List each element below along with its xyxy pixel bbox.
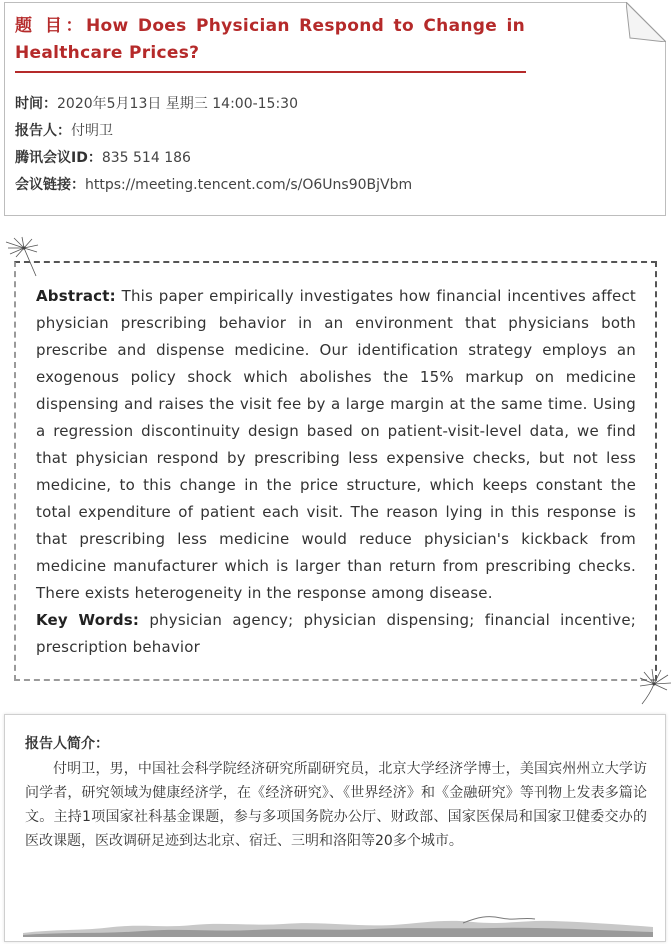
meeting-link[interactable]: https://meeting.tencent.com/s/O6Uns90BjVbm: [85, 177, 413, 193]
talk-info-card: [4, 2, 666, 216]
dandelion-icon: [634, 666, 671, 706]
time-value: 2020年5月13日 星期三 14:00-15:30: [57, 96, 298, 112]
ink-mountain-landscape: [23, 905, 653, 937]
meeting-link-label: 会议链接：: [15, 177, 85, 193]
speaker-label: 报告人：: [15, 123, 71, 139]
keywords-label: Key Words:: [36, 611, 140, 629]
meeting-info-list: [15, 91, 412, 199]
title-divider: [15, 71, 526, 73]
bio-text: 付明卫，男，中国社会科学院经济研究所副研究员，北京大学经济学博士，美国宾州州立大学访问学者，研究领域为健康经济学，在《经济研究》、《世界经济》和《金融研究》等刊物上发表多篇论文。主持1项国家社科基金课题，参与多项国务院办公厅、财政部、国家医保局和国家卫健委交办的医改课题，医改调研足迹到达北京、宿迁、三明和洛阳等20多个城市。: [25, 761, 647, 849]
talk-title-text: How Does Physician Respond to Change in Healthcare Prices?: [15, 16, 525, 63]
abstract-text: This paper empirically investigates how financial incentives affect physician prescribing behavior in an environment that physicians both prescribe and dispense medicine. Our identification strategy employs an exogenous policy shock which abolishes the 15% markup on medicine dispensing and raises the visit fee by a large margin at the same time. Using a regression discontinuity design based on patient-visit-level data, we find that physician respond by prescribing less expensive checks, but not less medicine, to this change in the price structure, which keeps constant the total expenditure of patient each visit. The reason lying in this response is that prescribing less medicine would reduce physician's kickback from medicine manufacturer which is larger than return from prescribing checks. There exists heterogeneity in the response among disease.: [36, 287, 636, 602]
abstract-card: [14, 261, 657, 681]
speaker-bio-card: [4, 714, 666, 942]
speaker-value: 付明卫: [71, 123, 113, 139]
keywords-text: physician agency; physician dispensing; financial incentive; prescription behavior: [36, 611, 636, 656]
abstract-label: Abstract:: [36, 287, 116, 305]
meeting-link-row: [15, 172, 412, 199]
folded-corner-icon: [626, 2, 666, 42]
abstract-body: [36, 283, 636, 661]
bio-heading: 报告人简介：: [25, 736, 109, 752]
talk-title: [15, 13, 525, 67]
time-label: 时间：: [15, 96, 57, 112]
keywords: [36, 607, 636, 661]
meeting-id-value[interactable]: 835 514 186: [101, 150, 191, 166]
meeting-id-row: [15, 145, 412, 172]
talk-title-label: 题 目：: [15, 16, 86, 36]
time-row: [15, 91, 412, 118]
meeting-id-label: 腾讯会议ID：: [15, 150, 102, 166]
speaker-row: [15, 118, 412, 145]
